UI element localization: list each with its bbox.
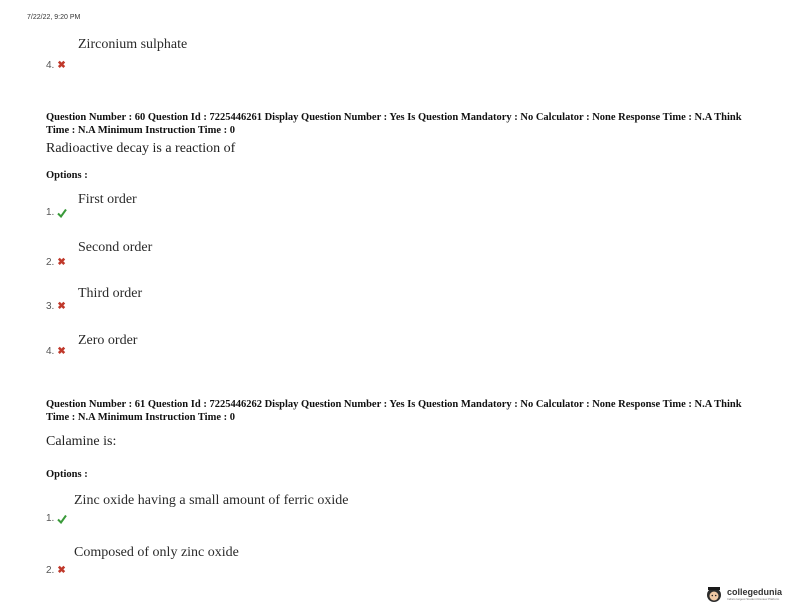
print-timestamp: 7/22/22, 9:20 PM <box>27 14 81 21</box>
cross-icon: ✖ <box>57 59 66 71</box>
question-text: Radioactive decay is a reaction of <box>46 141 236 156</box>
option-text: Zero order <box>78 333 138 348</box>
options-label: Options : <box>46 170 88 181</box>
question-meta: Question Number : 61 Question Id : 7225446262 Display Question Number : Yes Is Question Mandatory : No Calculator : None Response Time : N.A Think Time : N.A Minimum Instruction Time : 0 <box>46 399 742 423</box>
question-meta: Question Number : 60 Question Id : 7225446261 Display Question Number : Yes Is Question Mandatory : No Calculator : None Response Time : N.A Think Time : N.A Minimum Instruction Time : 0 <box>46 112 742 136</box>
question-text: Calamine is: <box>46 434 117 449</box>
option-text: Zirconium sulphate <box>78 37 188 52</box>
option-number <box>46 565 66 576</box>
option-number-label: 1. <box>46 207 55 218</box>
logo-tagline: India's largest Student Review Platform <box>726 597 780 601</box>
option-number-label: 2. <box>46 257 55 268</box>
cross-icon: ✖ <box>57 300 66 312</box>
option-text: First order <box>78 192 137 207</box>
options-label: Options : <box>46 469 88 480</box>
option-number <box>46 60 66 71</box>
option-text: Composed of only zinc oxide <box>74 545 239 560</box>
option-number-label: 3. <box>46 301 55 312</box>
option-number <box>46 257 66 268</box>
collegedunia-logo <box>704 584 782 604</box>
option-number-label: 1. <box>46 513 55 524</box>
logo-name: collegedunia <box>726 587 782 597</box>
mascot-icon <box>704 584 724 604</box>
option-number-label: 4. <box>46 346 55 357</box>
option-number <box>46 207 67 218</box>
cross-icon: ✖ <box>57 345 66 357</box>
option-number-label: 4. <box>46 60 55 71</box>
option-number <box>46 346 66 357</box>
cross-icon: ✖ <box>57 256 66 268</box>
option-text: Second order <box>78 240 153 255</box>
option-number <box>46 513 67 524</box>
option-text: Zinc oxide having a small amount of ferric oxide <box>74 493 349 508</box>
cross-icon: ✖ <box>57 564 66 576</box>
option-number-label: 2. <box>46 565 55 576</box>
option-text: Third order <box>78 286 143 301</box>
check-icon <box>57 514 67 524</box>
check-icon <box>57 208 67 218</box>
option-number <box>46 301 66 312</box>
